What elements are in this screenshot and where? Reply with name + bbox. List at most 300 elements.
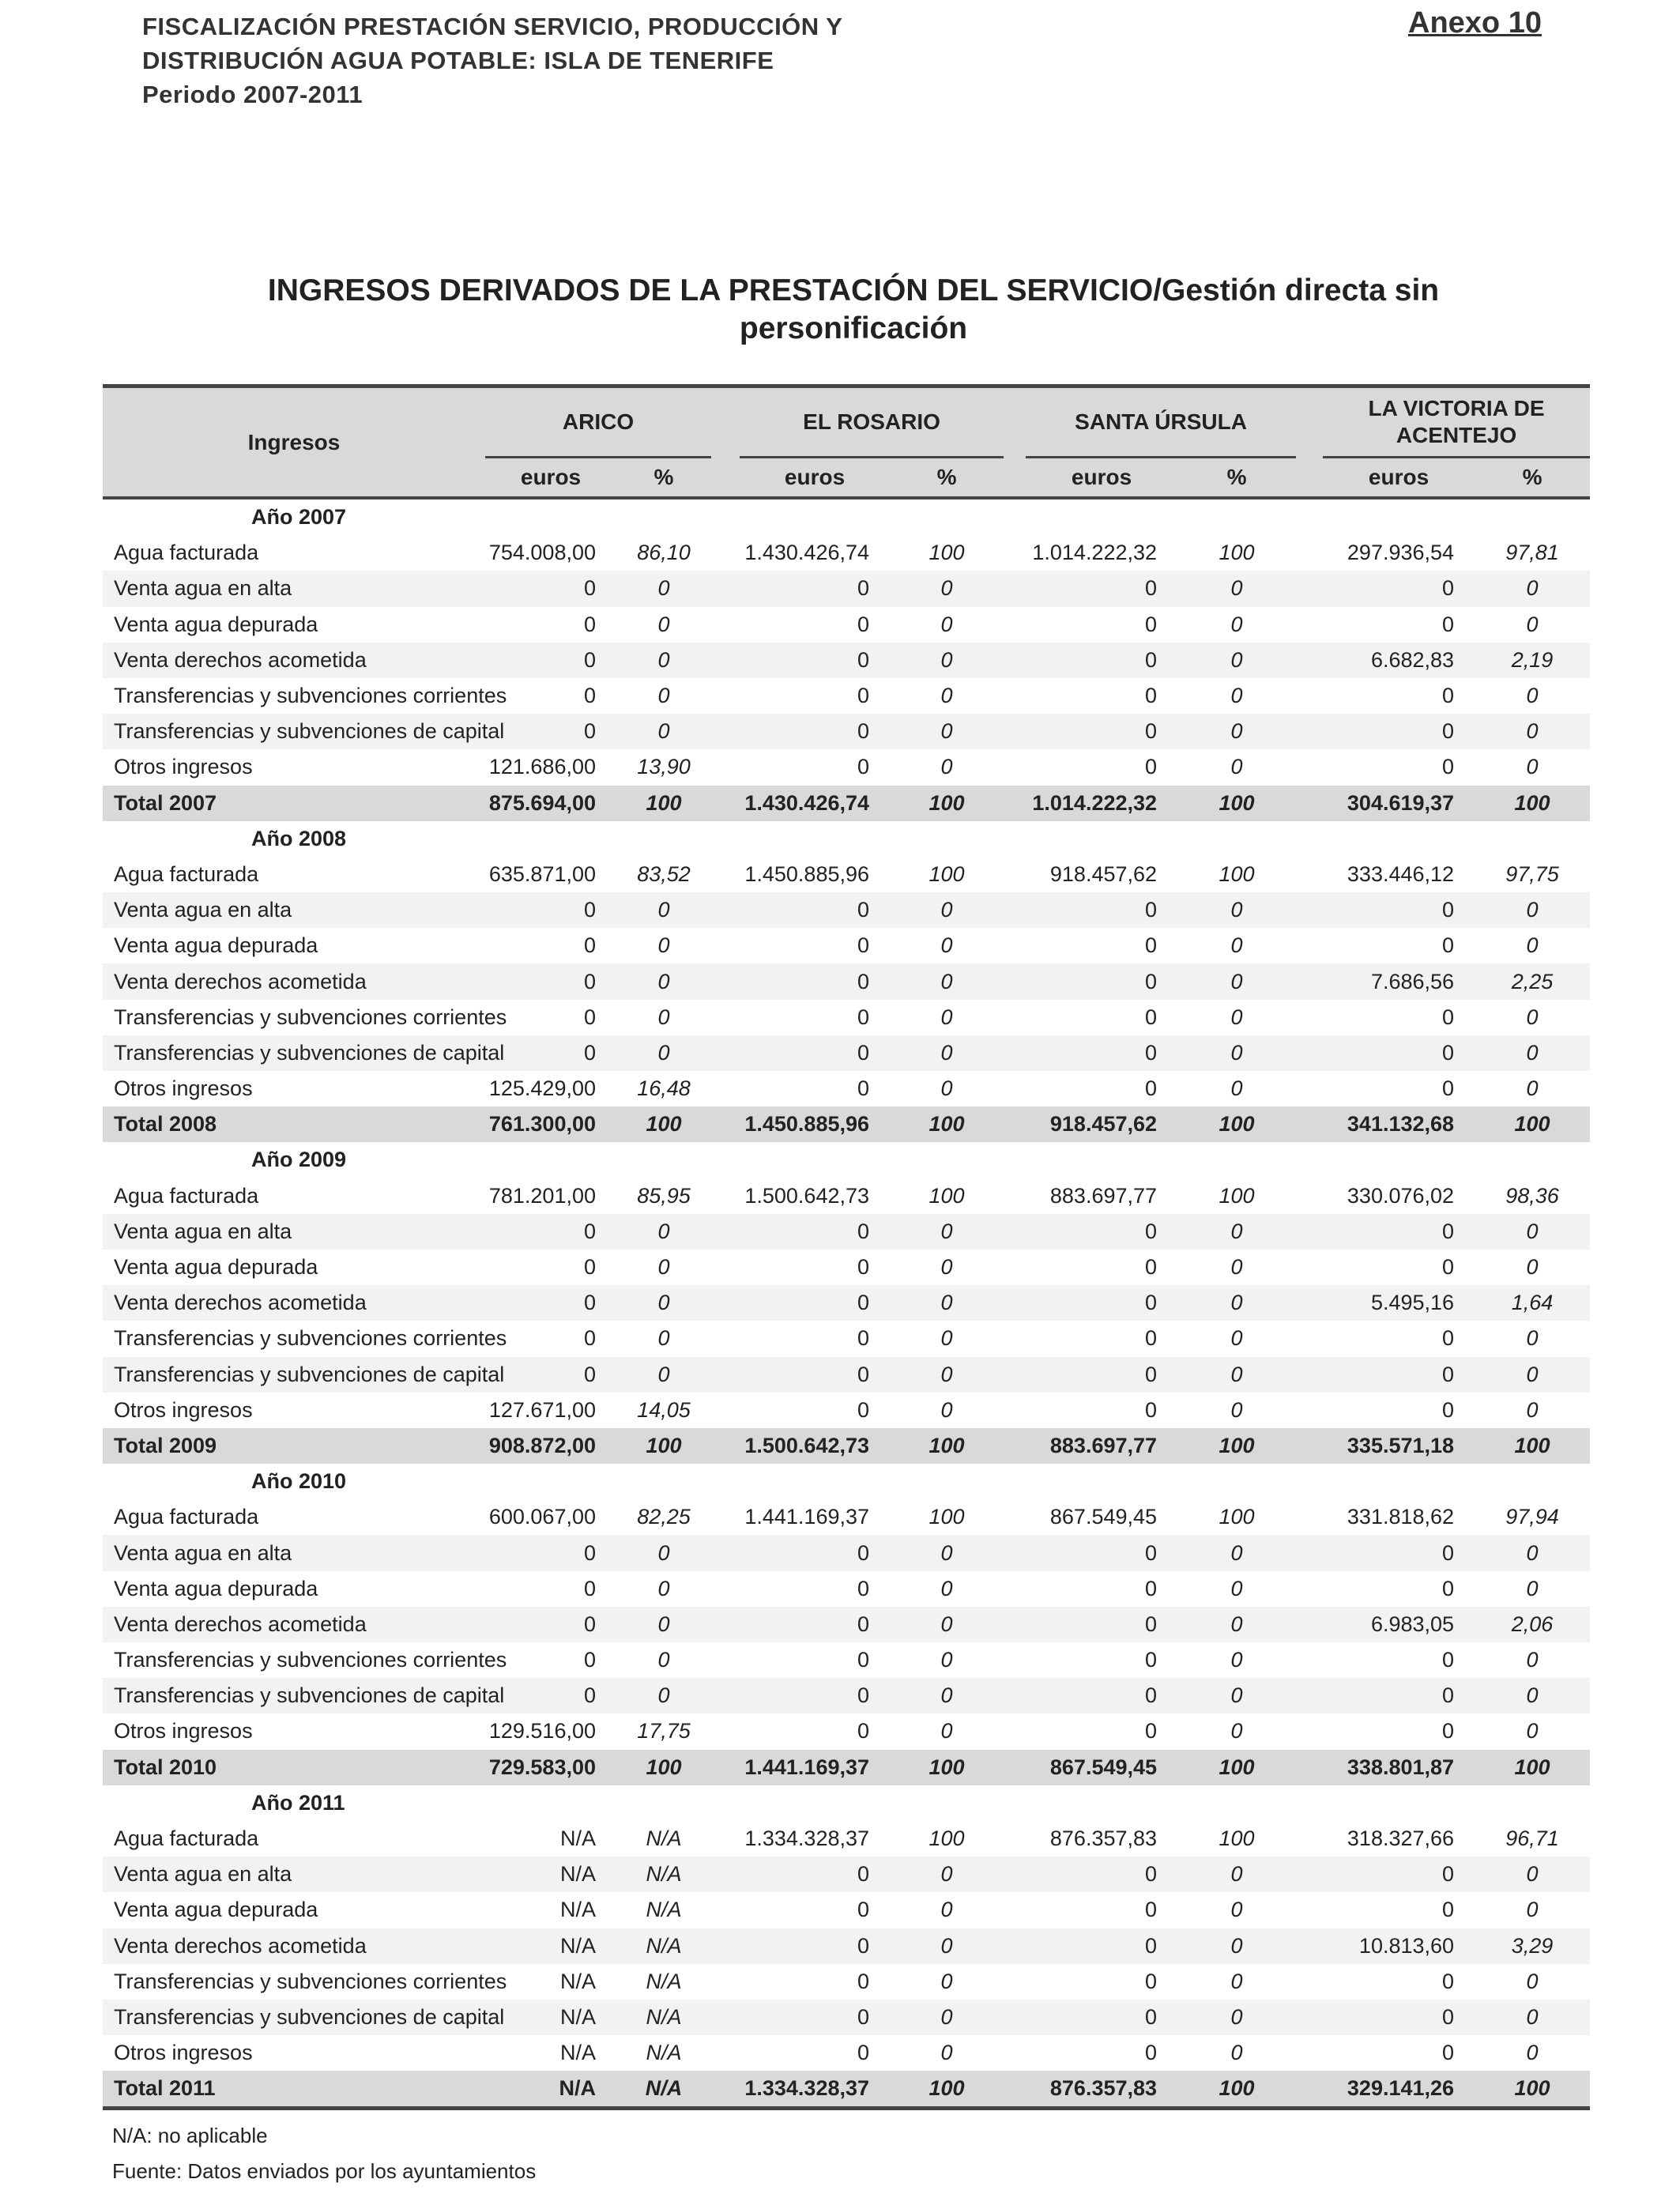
percent-cell: 0: [1230, 1005, 1243, 1029]
percent-cell: 0: [1526, 1719, 1539, 1744]
euros-cell: N/A: [559, 1898, 596, 1922]
euros-cell: 0: [1145, 933, 1158, 958]
euros-cell: 0: [1442, 1255, 1455, 1280]
percent-cell: 0: [940, 1898, 953, 1922]
euros-cell: 0: [1145, 755, 1158, 779]
percent-cell: 0: [890, 714, 1004, 749]
percent-cell: N/A: [646, 2041, 682, 2065]
euros-cell: 0: [583, 1255, 596, 1280]
header-gap: [1296, 386, 1323, 458]
subheader-percent: %: [1177, 458, 1296, 499]
percent-cell: 0: [1526, 2041, 1539, 2065]
column-gap: [1296, 1178, 1323, 1214]
euros-cell: 0: [1145, 1076, 1158, 1101]
euros-cell: 0: [740, 1678, 890, 1713]
column-gap: [1296, 1035, 1323, 1071]
column-gap: [1296, 786, 1323, 821]
column-gap: [711, 1892, 740, 1928]
euros-cell: 0: [583, 1005, 596, 1029]
column-gap: [1004, 1035, 1026, 1071]
table-row: [103, 1928, 1590, 1964]
column-gap: [711, 892, 740, 928]
percent-cell: 100: [929, 1183, 965, 1208]
percent-cell: 100: [1475, 786, 1590, 821]
percent-cell: 0: [890, 1857, 1004, 1892]
report-header-line-1: FISCALIZACIÓN PRESTACIÓN SERVICIO, PRODUCCIÓN Y: [142, 13, 843, 40]
column-gap: [711, 643, 740, 678]
euros-cell: 10.813,60: [1323, 1928, 1475, 1964]
euros-cell: 0: [1323, 2000, 1475, 2035]
euros-cell: 0: [740, 892, 890, 928]
euros-cell: 335.571,18: [1323, 1428, 1475, 1464]
column-gap: [1296, 1964, 1323, 2000]
column-gap: [1004, 1393, 1026, 1428]
column-gap: [1296, 2035, 1323, 2071]
percent-cell: 0: [1526, 933, 1539, 958]
euros-cell: 908.872,00: [485, 1428, 616, 1464]
column-gap: [711, 1821, 740, 1857]
total-row: [103, 1428, 1590, 1464]
row-label: Venta derechos acometida: [103, 643, 485, 678]
percent-cell: 0: [1230, 1576, 1243, 1600]
percent-cell: 0: [940, 1397, 953, 1422]
table-row: [103, 1571, 1590, 1607]
column-gap: [711, 1285, 740, 1321]
euros-cell: N/A: [485, 1928, 616, 1964]
percent-cell: 86,10: [637, 541, 691, 565]
percent-cell: 17,75: [637, 1719, 691, 1744]
percent-cell: 16,48: [637, 1076, 691, 1101]
euros-cell: N/A: [559, 1826, 596, 1851]
euros-cell: 0: [1442, 1719, 1455, 1744]
subheader-euros: euros: [485, 458, 616, 499]
column-gap: [1004, 749, 1026, 785]
euros-cell: 0: [1323, 1535, 1475, 1570]
table-row: [103, 535, 1590, 571]
euros-cell: 0: [1323, 1035, 1475, 1071]
total-row: [103, 1106, 1590, 1142]
euros-cell: 127.671,00: [488, 1397, 596, 1422]
table-row: [103, 1964, 1590, 2000]
percent-cell: 100: [1219, 1826, 1255, 1851]
euros-cell: 0: [857, 933, 870, 958]
column-gap: [711, 857, 740, 892]
euros-cell: 0: [1026, 1357, 1177, 1393]
column-gap: [711, 1750, 740, 1785]
row-label: Transferencias y subvenciones corrientes: [114, 1326, 507, 1351]
euros-cell: 6.983,05: [1323, 1607, 1475, 1642]
euros-cell: 0: [857, 1326, 870, 1351]
row-label: Total 2009: [103, 1428, 485, 1464]
euros-cell: 0: [1026, 2000, 1177, 2035]
subheader-euros: euros: [740, 458, 890, 499]
row-label: Agua facturada: [114, 1826, 259, 1851]
column-gap: [1296, 1071, 1323, 1106]
percent-cell: 0: [1230, 1076, 1243, 1101]
percent-cell: 2,06: [1475, 1607, 1590, 1642]
euros-cell: 0: [1442, 2041, 1455, 2065]
column-gap: [1296, 928, 1323, 963]
euros-cell: 876.357,83: [1026, 2071, 1177, 2109]
row-label: Venta agua depurada: [114, 933, 318, 958]
percent-cell: 0: [940, 1326, 953, 1351]
percent-cell: 0: [1526, 1898, 1539, 1922]
table-row: [103, 1071, 1590, 1106]
percent-cell: 0: [940, 755, 953, 779]
euros-cell: 0: [485, 714, 616, 749]
euros-cell: 0: [1323, 571, 1475, 606]
percent-cell: 0: [890, 1285, 1004, 1321]
row-label: Venta agua depurada: [114, 1898, 318, 1922]
euros-cell: 0: [857, 1255, 870, 1280]
euros-cell: 0: [1145, 1576, 1158, 1600]
subheader-euros: euros: [1026, 458, 1177, 499]
percent-cell: 85,95: [637, 1183, 691, 1208]
percent-cell: 0: [940, 684, 953, 708]
percent-cell: 0: [1230, 933, 1243, 958]
euros-cell: 0: [1145, 1326, 1158, 1351]
percent-cell: 100: [1177, 786, 1296, 821]
column-gap: [1004, 1178, 1026, 1214]
percent-cell: 0: [1230, 684, 1243, 708]
euros-cell: 1.430.426,74: [740, 786, 890, 821]
percent-cell: 0: [940, 1576, 953, 1600]
euros-cell: 1.430.426,74: [744, 541, 870, 565]
table-row: [103, 1393, 1590, 1428]
percent-cell: 0: [940, 612, 953, 636]
euros-cell: 0: [583, 1648, 596, 1672]
row-label: Total 2010: [103, 1750, 485, 1785]
percent-cell: 98,36: [1505, 1183, 1559, 1208]
euros-cell: 0: [857, 1898, 870, 1922]
percent-cell: 0: [1177, 714, 1296, 749]
percent-cell: 0: [1230, 1326, 1243, 1351]
column-gap: [1004, 571, 1026, 606]
table-row: [103, 1000, 1590, 1035]
euros-cell: 0: [857, 1719, 870, 1744]
column-gap: [1004, 1000, 1026, 1035]
percent-cell: 100: [616, 1428, 711, 1464]
percent-cell: 0: [1177, 1285, 1296, 1321]
row-label: Transferencias y subvenciones de capital: [103, 1357, 485, 1393]
table-row: [103, 1535, 1590, 1570]
percent-cell: 0: [1475, 1857, 1590, 1892]
column-gap: [1296, 857, 1323, 892]
row-label: Agua facturada: [114, 541, 259, 565]
column-gap: [711, 1928, 740, 1964]
euros-cell: 330.076,02: [1347, 1183, 1455, 1208]
percent-cell: 96,71: [1505, 1826, 1559, 1851]
percent-cell: 100: [890, 786, 1004, 821]
table-row: [103, 1357, 1590, 1393]
column-gap: [711, 607, 740, 643]
percent-cell: 0: [1526, 684, 1539, 708]
row-label: Transferencias y subvenciones de capital: [103, 714, 485, 749]
euros-cell: 0: [1442, 612, 1455, 636]
column-gap: [1004, 607, 1026, 643]
table-body: [103, 498, 1590, 2109]
footnotes: [112, 2118, 536, 2189]
euros-cell: 918.457,62: [1049, 861, 1158, 886]
euros-cell: 883.697,77: [1049, 1183, 1158, 1208]
column-gap: [711, 1035, 740, 1071]
table-row: [103, 678, 1590, 714]
row-label: Venta derechos acometida: [103, 1607, 485, 1642]
column-gap: [1004, 786, 1026, 821]
table-row: [103, 1178, 1590, 1214]
euros-cell: 0: [1323, 892, 1475, 928]
report-header-line-2: DISTRIBUCIÓN AGUA POTABLE: ISLA DE TENERIFE: [142, 47, 774, 74]
percent-cell: N/A: [646, 1969, 682, 1993]
column-gap: [1004, 1250, 1026, 1285]
column-gap: [1296, 2000, 1323, 2035]
euros-cell: 0: [1323, 1857, 1475, 1892]
euros-cell: 0: [1145, 1005, 1158, 1029]
header-group-santa-ursula: SANTA ÚRSULA: [1026, 386, 1296, 458]
footnote-source: Fuente: Datos enviados por los ayuntamientos: [112, 2159, 537, 2183]
percent-cell: 0: [1177, 1857, 1296, 1892]
year-label: Año 2011: [251, 1790, 345, 1815]
euros-cell: 0: [1026, 643, 1177, 678]
column-gap: [1296, 1321, 1323, 1356]
table-row: [103, 1499, 1590, 1535]
column-gap: [1296, 535, 1323, 571]
euros-cell: 781.201,00: [488, 1183, 596, 1208]
euros-cell: 0: [1442, 933, 1455, 958]
column-gap: [1296, 1285, 1323, 1321]
euros-cell: 0: [1442, 1397, 1455, 1422]
euros-cell: N/A: [559, 2041, 596, 2065]
euros-cell: 0: [1323, 1357, 1475, 1393]
row-label: Otros ingresos: [114, 755, 253, 779]
percent-cell: 0: [1475, 1357, 1590, 1393]
percent-cell: 0: [657, 612, 670, 636]
percent-cell: 0: [1230, 1397, 1243, 1422]
table-row: [103, 892, 1590, 928]
percent-cell: 100: [890, 1750, 1004, 1785]
percent-cell: 0: [616, 571, 711, 606]
row-label: Venta agua en alta: [103, 1535, 485, 1570]
percent-cell: 0: [1177, 1607, 1296, 1642]
column-gap: [711, 714, 740, 749]
percent-cell: 0: [657, 1255, 670, 1280]
table-row: [103, 1285, 1590, 1321]
subheader-percent: %: [1475, 458, 1590, 499]
euros-cell: 0: [1026, 1928, 1177, 1964]
euros-cell: 297.936,54: [1347, 541, 1455, 565]
euros-cell: N/A: [485, 2000, 616, 2035]
percent-cell: 100: [1475, 2071, 1590, 2109]
euros-cell: 0: [1145, 1969, 1158, 1993]
column-gap: [1296, 1678, 1323, 1713]
column-gap: [1296, 1499, 1323, 1535]
percent-cell: 100: [890, 2071, 1004, 2109]
row-label: Transferencias y subvenciones de capital: [103, 1035, 485, 1071]
euros-cell: 341.132,68: [1323, 1106, 1475, 1142]
column-gap: [1296, 1000, 1323, 1035]
column-gap: [1296, 714, 1323, 749]
percent-cell: 0: [890, 1928, 1004, 1964]
percent-cell: 0: [940, 1076, 953, 1101]
subheader-euros: euros: [1323, 458, 1475, 499]
column-gap: [711, 1642, 740, 1678]
percent-cell: 0: [1475, 1214, 1590, 1250]
percent-cell: 0: [1230, 1255, 1243, 1280]
column-gap: [1004, 1821, 1026, 1857]
year-row: [103, 821, 1590, 857]
table-title-line-1: INGRESOS DERIVADOS DE LA PRESTACIÓN DEL SERVICIO/Gestión directa sin: [267, 273, 1440, 307]
table-row: [103, 1642, 1590, 1678]
row-label: Transferencias y subvenciones corrientes: [114, 1648, 507, 1672]
column-gap: [1296, 1750, 1323, 1785]
percent-cell: N/A: [616, 1928, 711, 1964]
percent-cell: 100: [929, 861, 965, 886]
percent-cell: 0: [890, 1357, 1004, 1393]
percent-cell: 100: [616, 1750, 711, 1785]
table-row: [103, 1821, 1590, 1857]
euros-cell: 0: [485, 1678, 616, 1713]
column-gap: [1296, 1535, 1323, 1570]
column-gap: [711, 963, 740, 999]
euros-cell: 1.014.222,32: [1026, 786, 1177, 821]
header-group-arico: ARICO: [485, 386, 711, 458]
euros-cell: 0: [1026, 1285, 1177, 1321]
row-label: Venta agua depurada: [114, 1576, 318, 1600]
column-gap: [1004, 643, 1026, 678]
euros-cell: 0: [583, 612, 596, 636]
subheader-percent: %: [616, 458, 711, 499]
percent-cell: 100: [929, 541, 965, 565]
euros-cell: 0: [857, 1576, 870, 1600]
column-gap: [711, 1000, 740, 1035]
column-gap: [711, 928, 740, 963]
percent-cell: 0: [1230, 1898, 1243, 1922]
euros-cell: 0: [740, 1214, 890, 1250]
column-gap: [1004, 1321, 1026, 1356]
percent-cell: 0: [616, 963, 711, 999]
euros-cell: 0: [1026, 1857, 1177, 1892]
column-gap: [1296, 1857, 1323, 1892]
percent-cell: 0: [1526, 1326, 1539, 1351]
percent-cell: 2,25: [1475, 963, 1590, 999]
euros-cell: 0: [857, 1005, 870, 1029]
percent-cell: 0: [890, 1678, 1004, 1713]
euros-cell: 0: [1026, 1607, 1177, 1642]
column-gap: [1004, 1285, 1026, 1321]
percent-cell: N/A: [616, 2000, 711, 2035]
percent-cell: 0: [657, 1326, 670, 1351]
euros-cell: 0: [740, 1285, 890, 1321]
percent-cell: 0: [1230, 1719, 1243, 1744]
percent-cell: 3,29: [1475, 1928, 1590, 1964]
column-gap: [1004, 1607, 1026, 1642]
euros-cell: 0: [485, 892, 616, 928]
column-gap: [711, 1178, 740, 1214]
column-gap: [1004, 1499, 1026, 1535]
subheader-percent: %: [890, 458, 1004, 499]
column-gap: [1296, 1928, 1323, 1964]
table-row: [103, 2000, 1590, 2035]
percent-cell: 0: [1177, 892, 1296, 928]
column-gap: [1296, 2071, 1323, 2109]
percent-cell: 0: [657, 1648, 670, 1672]
total-row: [103, 1750, 1590, 1785]
percent-cell: 0: [616, 1285, 711, 1321]
euros-cell: 0: [740, 2000, 890, 2035]
euros-cell: 0: [740, 643, 890, 678]
percent-cell: N/A: [616, 1857, 711, 1892]
column-gap: [1296, 749, 1323, 785]
year-row: [103, 1142, 1590, 1178]
euros-cell: 0: [1145, 1397, 1158, 1422]
euros-cell: 600.067,00: [488, 1505, 596, 1529]
column-gap: [1004, 1713, 1026, 1749]
column-gap: [711, 1964, 740, 2000]
annex-label: Anexo 10: [1408, 6, 1542, 40]
euros-cell: 867.549,45: [1049, 1505, 1158, 1529]
euros-cell: 0: [740, 1357, 890, 1393]
column-gap: [1004, 678, 1026, 714]
column-gap: [711, 1106, 740, 1142]
euros-cell: 761.300,00: [485, 1106, 616, 1142]
year-row: [103, 1785, 1590, 1821]
column-gap: [1004, 714, 1026, 749]
row-label: Venta agua depurada: [114, 1255, 318, 1280]
euros-cell: 329.141,26: [1323, 2071, 1475, 2109]
euros-cell: 318.327,66: [1347, 1826, 1455, 1851]
column-gap: [711, 1535, 740, 1570]
percent-cell: 100: [616, 1106, 711, 1142]
table-row: [103, 749, 1590, 785]
percent-cell: 0: [1177, 1214, 1296, 1250]
percent-cell: 0: [1526, 1576, 1539, 1600]
row-label: Total 2007: [103, 786, 485, 821]
euros-cell: 875.694,00: [485, 786, 616, 821]
table-row: [103, 1857, 1590, 1892]
euros-cell: 0: [1026, 1678, 1177, 1713]
percent-cell: 0: [657, 684, 670, 708]
percent-cell: 0: [1177, 643, 1296, 678]
column-gap: [711, 1357, 740, 1393]
percent-cell: 0: [616, 643, 711, 678]
euros-cell: 1.500.642,73: [740, 1428, 890, 1464]
table-row: [103, 963, 1590, 999]
euros-cell: 0: [1323, 1214, 1475, 1250]
euros-cell: 0: [1026, 571, 1177, 606]
column-gap: [711, 678, 740, 714]
percent-cell: 0: [616, 892, 711, 928]
row-label: Venta agua depurada: [114, 612, 318, 636]
euros-cell: 0: [1026, 1535, 1177, 1570]
euros-cell: 0: [740, 714, 890, 749]
column-gap: [1296, 1713, 1323, 1749]
euros-cell: 0: [1442, 1005, 1455, 1029]
year-row: [103, 498, 1590, 535]
table-title-line-2: personificación: [739, 311, 968, 345]
euros-cell: 121.686,00: [488, 755, 596, 779]
percent-cell: 100: [1475, 1750, 1590, 1785]
header-group-la-victoria: LA VICTORIA DE ACENTEJO: [1323, 386, 1590, 458]
header-row-groups: [103, 386, 1590, 458]
column-gap: [1004, 1857, 1026, 1892]
row-label: Venta agua en alta: [103, 571, 485, 606]
row-label: Venta agua en alta: [103, 1857, 485, 1892]
percent-cell: 0: [616, 1357, 711, 1393]
percent-cell: 97,81: [1505, 541, 1559, 565]
percent-cell: 0: [940, 933, 953, 958]
percent-cell: 0: [890, 963, 1004, 999]
percent-cell: 100: [1475, 1106, 1590, 1142]
